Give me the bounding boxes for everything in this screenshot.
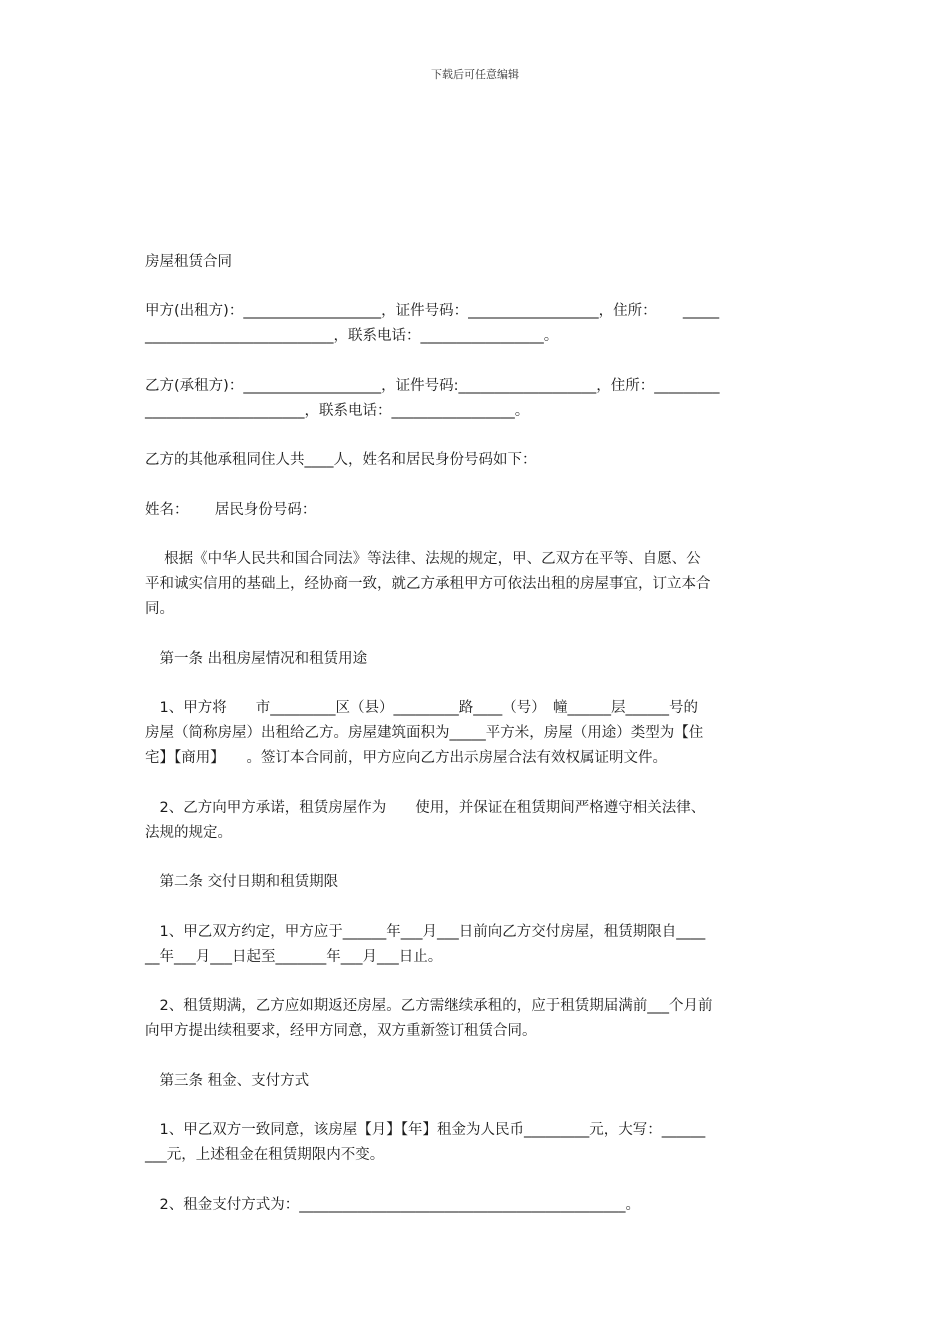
article-1-clause-2-line-1: 2、乙方向甲方承诺，租赁房屋作为 使用，并保证在租赁期间严格遵守相关法律、	[145, 800, 706, 816]
party-a-line-2: __________________________，联系电话：_________________。	[145, 328, 559, 344]
party-b-line-2: ______________________，联系电话：_________________。	[145, 403, 530, 419]
article-3-clause-2-line-1: 2、租金支付方式为：_____________________________________________。	[145, 1197, 640, 1213]
article-1-clause-1-line-1: 1、甲方将 市_________区（县）_________路____（号） 幢______层______号的	[145, 700, 698, 716]
article-2-heading: 第二条 交付日期和租赁期限	[145, 874, 339, 890]
article-2-clause-2-line-1: 2、租赁期满，乙方应如期返还房屋。乙方需继续承租的，应于租赁期届满前___个月前	[145, 998, 713, 1014]
article-1-heading: 第一条 出租房屋情况和租赁用途	[145, 651, 368, 667]
page-title: 房屋租赁合同	[145, 254, 232, 270]
article-3-heading: 第三条 租金、支付方式	[145, 1073, 310, 1089]
article-1-clause-1-line-2: 房屋（简称房屋）出租给乙方。房屋建筑面积为_____平方米，房屋（用途）类型为【住	[145, 725, 704, 741]
article-2-clause-1-line-2: __年___月___日起至_______年___月___日止。	[145, 949, 443, 965]
article-3-clause-1-line-2: ___元，上述租金在租赁期限内不变。	[145, 1147, 385, 1163]
preamble-line-2: 平和诚实信用的基础上，经协商一致，就乙方承租甲方可依法出租的房屋事宜，订立本合	[145, 576, 711, 592]
article-2-clause-2-line-2: 向甲方提出续租要求，经甲方同意，双方重新签订租赁合同。	[145, 1023, 537, 1039]
article-1-clause-1-line-3: 宅】【商用】 。签订本合同前，甲方应向乙方出示房屋合法有效权属证明文件。	[145, 750, 667, 766]
party-b-line-1: 乙方(承租方)：___________________，证件号码:___________________，住所：_________	[145, 378, 720, 394]
preamble-line-1: 根据《中华人民共和国合同法》等法律、法规的规定，甲、乙双方在平等、自愿、公	[145, 551, 701, 567]
download-editable-note: 下载后可任意编辑	[431, 68, 519, 81]
preamble-line-3: 同。	[145, 601, 174, 617]
article-2-clause-1-line-1: 1、甲乙双方约定，甲方应于______年___月___日前向乙方交付房屋，租赁期限自____	[145, 924, 706, 940]
party-a-line-1: 甲方(出租方)：___________________，证件号码：__________________，住所： _____	[145, 303, 720, 319]
article-3-clause-1-line-1: 1、甲乙双方一致同意，该房屋【月】【年】租金为人民币_________元，大写：______	[145, 1122, 706, 1138]
article-1-clause-2-line-2: 法规的规定。	[145, 825, 232, 841]
co-tenants-line: 乙方的其他承租同住人共____人，姓名和居民身份号码如下：	[145, 452, 537, 468]
name-id-row: 姓名： 居民身份号码：	[145, 502, 317, 518]
